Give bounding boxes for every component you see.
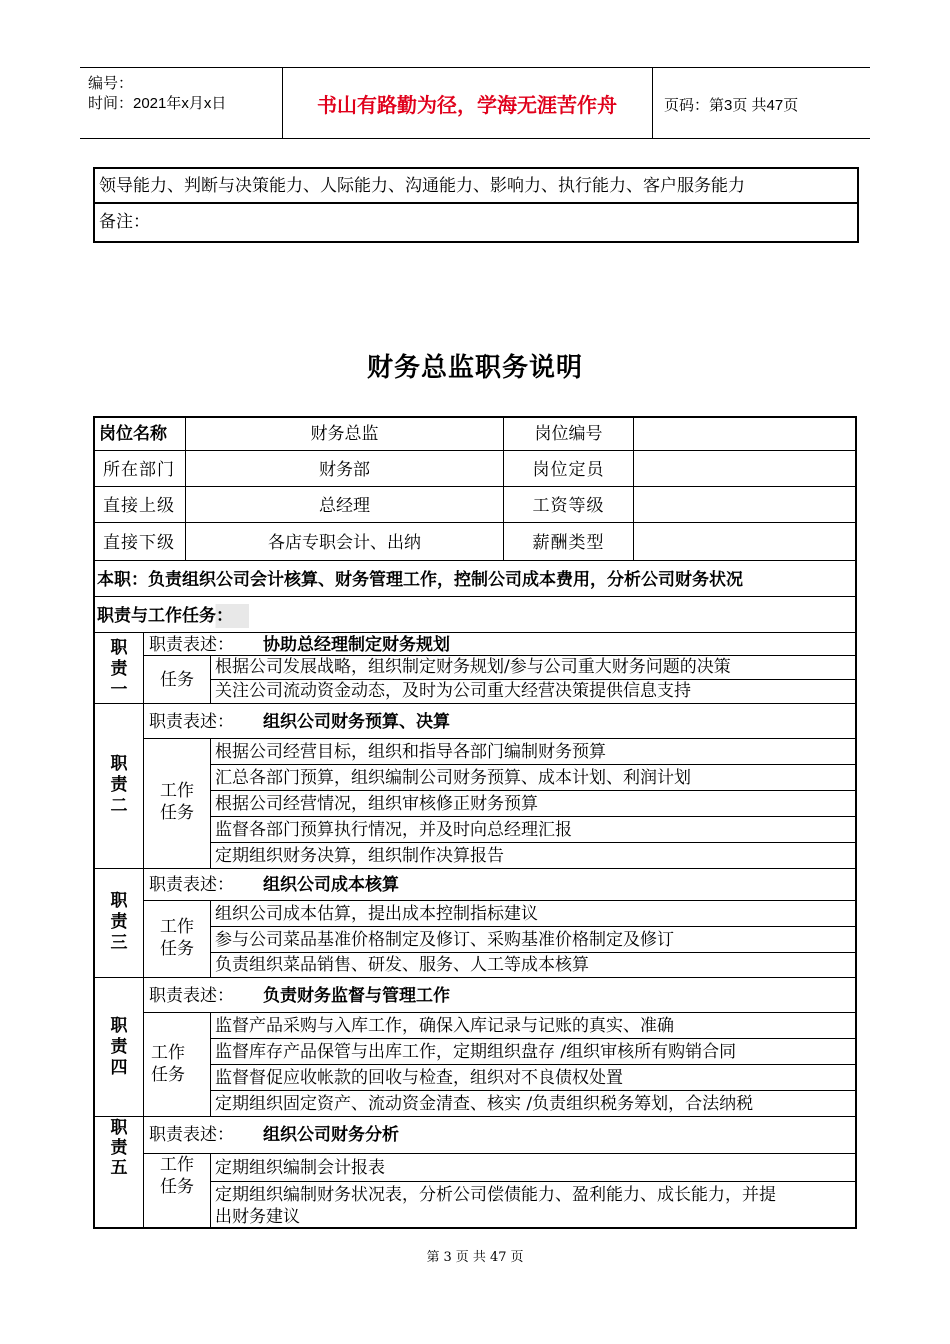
duty-4-task-4: 定期组织固定资产、流动资金清查、核实 /负责组织税务筹划，合法纳税	[215, 1094, 754, 1114]
headcount-label: 岗位定员	[532, 460, 605, 480]
post-name-label: 岗位名称	[99, 424, 167, 444]
duty-3-label: 职责三	[110, 891, 128, 953]
header-page-info: 页码：第3页 共47页	[664, 97, 799, 114]
post-no-label: 岗位编号	[534, 424, 603, 444]
duty-3-task-2: 参与公司菜品基准价格制定及修订、采购基准价格制定及修订	[215, 930, 674, 950]
duty-3-desc: 组织公司成本核算	[263, 875, 399, 895]
duty-4-desc: 负责财务监督与管理工作	[263, 986, 450, 1006]
duty-2-task-2: 汇总各部门预算，组织编制公司财务预算、成本计划、利润计划	[215, 768, 691, 788]
page-header	[80, 67, 870, 139]
duty-5-task-2: 定期组织编制财务状况表，分析公司偿债能力、盈利能力、成长能力，并提	[215, 1185, 776, 1205]
duty-3-task-3: 负责组织菜品销售、研发、服务、人工等成本核算	[215, 955, 589, 975]
dept-label: 所在部门	[103, 460, 175, 480]
footer-mid: 页 共	[455, 1250, 486, 1265]
competency-table	[93, 167, 859, 243]
duty-1-label: 职责一	[110, 638, 128, 700]
pay-type-label: 薪酬类型	[532, 533, 605, 553]
footer-prefix: 第	[426, 1250, 440, 1265]
duty-5-label: 职责五	[110, 1118, 128, 1178]
number-label: 编号：	[88, 75, 134, 92]
duty-2-desc-label: 职责表述：	[149, 712, 234, 732]
duty-3-task-label: 工作任务	[160, 917, 194, 959]
duty-3-desc-label: 职责表述：	[149, 875, 234, 895]
competency-abilities: 领导能力、判断与决策能力、人际能力、沟通能力、影响力、执行能力、客户服务能力	[95, 169, 857, 204]
duty-1-task-label: 任务	[160, 670, 194, 690]
duty-4-task-3: 监督督促应收帐款的回收与检查，组织对不良债权处置	[215, 1068, 623, 1088]
post-name-value: 财务总监	[310, 424, 379, 444]
duty-4-task-label: 工作任务	[151, 1043, 185, 1085]
footer-page: 3	[443, 1250, 452, 1265]
duty-5-task-label: 工作任务	[160, 1155, 194, 1197]
subordinate-value: 各店专职会计、出纳	[268, 533, 421, 553]
duty-2-task-4: 监督各部门预算执行情况，并及时向总经理汇报	[215, 820, 572, 840]
duty-5-desc-label: 职责表述：	[149, 1125, 234, 1145]
document-title: 财务总监职务说明	[366, 353, 583, 383]
role-summary: 本职：负责组织公司会计核算、财务管理工作，控制公司成本费用，分析公司财务状况	[97, 570, 743, 590]
superior-value: 总经理	[319, 496, 370, 516]
salary-grade-label: 工资等级	[532, 496, 605, 516]
duty-5-desc: 组织公司财务分析	[263, 1125, 399, 1145]
job-description-table	[93, 416, 857, 1229]
footer-total: 47	[489, 1250, 507, 1265]
duties-heading: 职责与工作任务：	[97, 604, 249, 628]
duty-2-desc: 组织公司财务预算、决算	[263, 712, 450, 732]
time-label: 时间：2021年x月x日	[88, 95, 227, 112]
duty-3-task-1: 组织公司成本估算，提出成本控制指标建议	[215, 904, 538, 924]
duty-2-label: 职责二	[110, 754, 128, 816]
remarks-label: 备注：	[99, 212, 150, 232]
duty-5-task-3: 出财务建议	[215, 1207, 300, 1227]
duty-4-label: 职责四	[110, 1016, 128, 1078]
duty-1-desc: 协助总经理制定财务规划	[263, 635, 450, 655]
page-footer	[0, 1246, 950, 1265]
duty-5-task-1: 定期组织编制会计报表	[215, 1158, 385, 1178]
duty-1-task-1: 根据公司发展战略，组织制定财务规划/参与公司重大财务问题的决策	[215, 657, 731, 677]
duty-1-desc-label: 职责表述：	[149, 635, 234, 655]
dept-value: 财务部	[319, 460, 370, 480]
superior-label: 直接上级	[103, 496, 175, 516]
header-meta	[80, 68, 283, 138]
subordinate-label: 直接下级	[103, 533, 175, 553]
duty-4-desc-label: 职责表述：	[149, 986, 234, 1006]
duty-2-task-5: 定期组织财务决算，组织制作决算报告	[215, 846, 504, 866]
header-motto: 书山有路勤为径，学海无涯苦作舟	[282, 68, 653, 138]
duty-4-task-2: 监督库存产品保管与出库工作，定期组织盘存 /组织审核所有购销合同	[215, 1042, 737, 1062]
duty-1-task-2: 关注公司流动资金动态，及时为公司重大经营决策提供信息支持	[215, 681, 691, 701]
duty-4-task-1: 监督产品采购与入库工作，确保入库记录与记账的真实、准确	[215, 1016, 674, 1036]
duty-2-task-label: 工作任务	[160, 781, 194, 823]
duty-2-task-3: 根据公司经营情况，组织审核修正财务预算	[215, 794, 538, 814]
footer-suffix: 页	[510, 1250, 524, 1265]
duty-2-task-1: 根据公司经营目标，组织和指导各部门编制财务预算	[215, 742, 606, 762]
